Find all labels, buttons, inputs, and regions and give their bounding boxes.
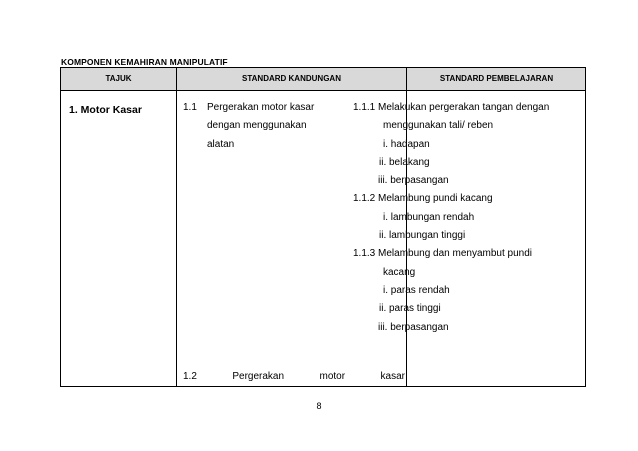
topic-cell: 1. Motor Kasar <box>69 104 142 116</box>
sp-subitem: i. lambungan rendah <box>383 211 475 223</box>
sp-item-text: menggunakan tali/ reben <box>383 120 494 132</box>
sp-subitem: ii. paras tinggi <box>379 303 441 315</box>
sp-subitem: iii. berpasangan <box>378 321 449 333</box>
page-number: 8 <box>316 401 322 411</box>
standard-pembelajaran-list <box>353 99 549 337</box>
text-word: kasar <box>380 371 405 382</box>
header-standard-kandungan: STANDARD KANDUNGAN <box>242 74 341 83</box>
text-line: alatan <box>207 138 235 150</box>
text-word: Pergerakan <box>232 371 285 382</box>
sp-subitem: i. paras rendah <box>383 284 450 296</box>
text-word: motor <box>319 371 346 382</box>
sp-item-heading: 1.1.2 Melambung pundi kacang <box>353 193 493 205</box>
text-line: dengan menggunakan <box>207 120 307 132</box>
table-header <box>61 68 585 91</box>
header-tajuk: TAJUK <box>105 74 132 83</box>
standard-kandungan-text <box>207 99 314 154</box>
header-standard-pembelajaran: STANDARD PEMBELAJARAN <box>439 74 554 83</box>
text-line: Pergerakan motor kasar <box>207 102 315 113</box>
sp-subitem: ii. belakang <box>379 156 430 168</box>
sp-item-heading: 1.1.1 Melakukan pergerakan tangan dengan <box>353 102 550 113</box>
section-title: KOMPONEN KEMAHIRAN MANIPULATIF <box>61 57 228 67</box>
sp-item-text: kacang <box>383 266 416 278</box>
sp-subitem: ii. lambungan tinggi <box>379 230 466 242</box>
sp-subitem: iii. berpasangan <box>378 175 449 187</box>
standard-kandungan-number: 1.1 <box>183 102 197 113</box>
standard-kandungan-2 <box>183 368 405 386</box>
sp-item-heading: 1.1.3 Melambung dan menyambut pundi <box>353 248 533 260</box>
text-word: 1.2 <box>183 371 197 382</box>
column-divider <box>176 68 177 386</box>
curriculum-table <box>60 67 586 387</box>
sp-subitem: i. hadapan <box>383 138 430 150</box>
